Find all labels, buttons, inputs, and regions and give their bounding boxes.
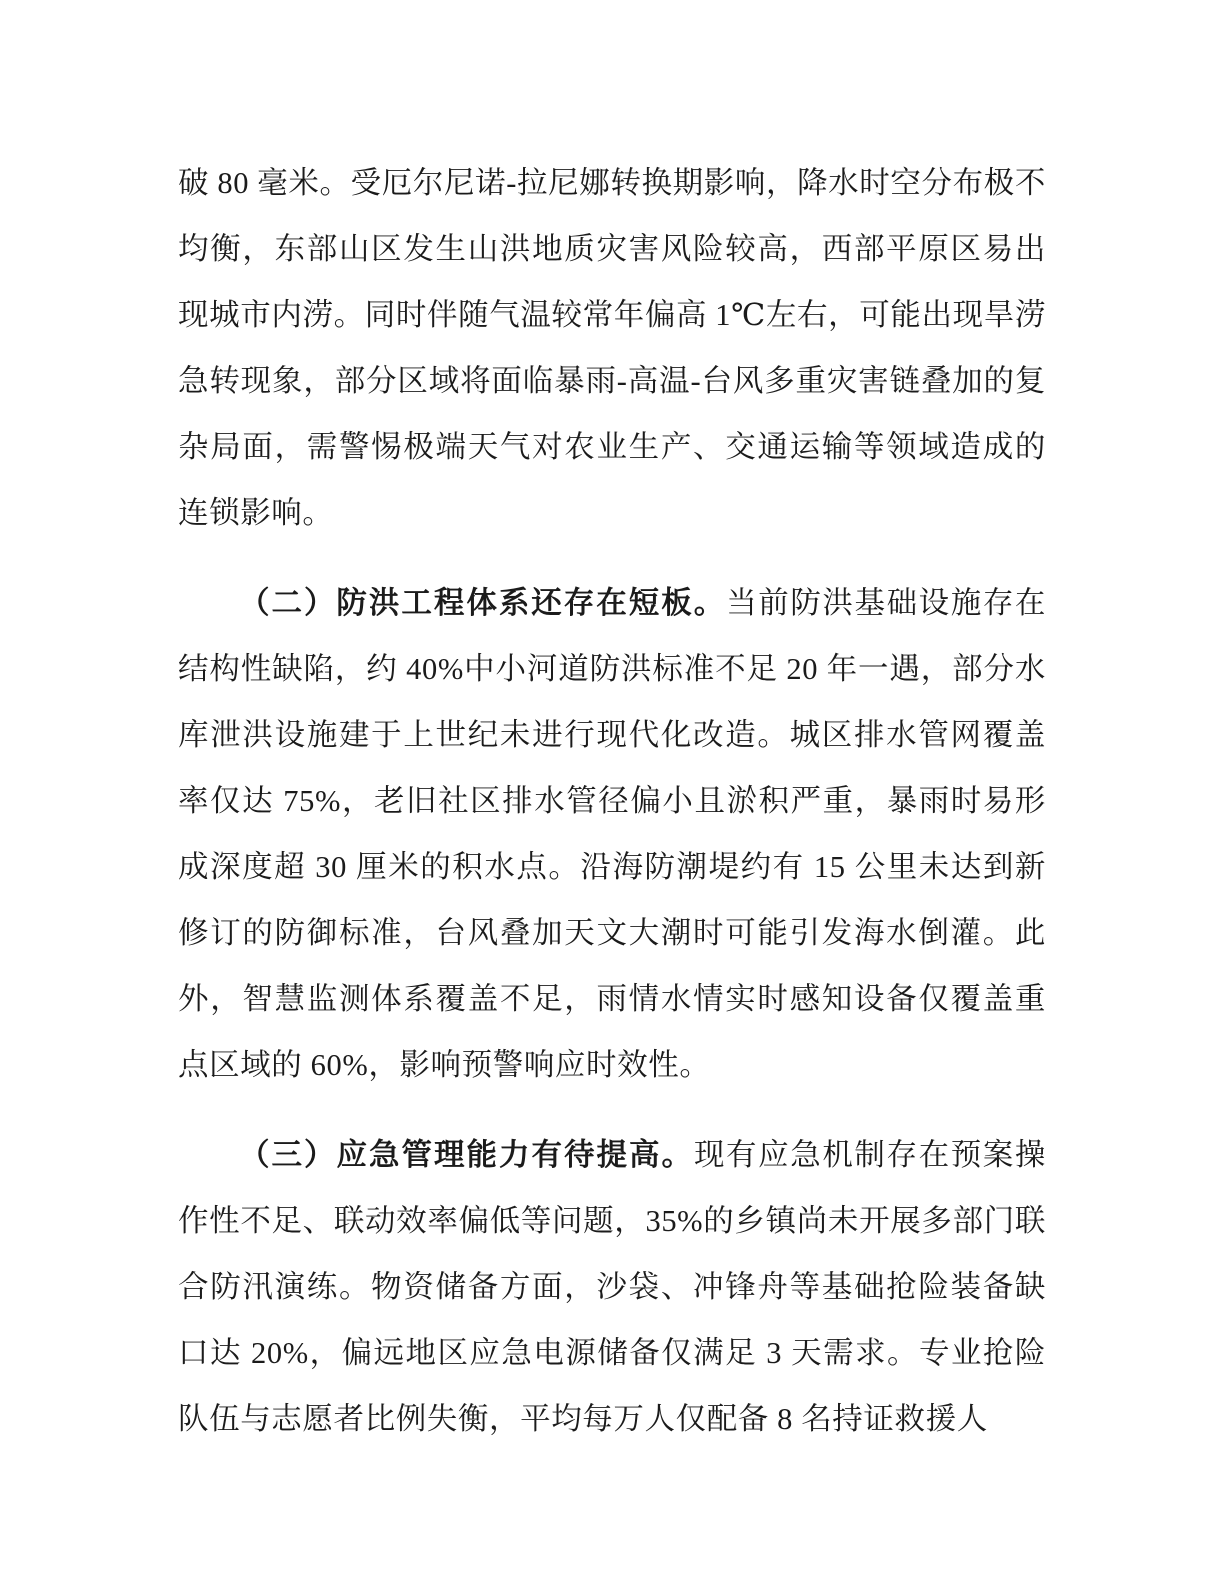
- section-heading-three: （三）应急管理能力有待提高。: [239, 1138, 694, 1172]
- paragraph-text: 当前防洪基础设施存在结构性缺陷，约 40%中小河道防洪标准不足 20 年一遇，部分水库泄洪设施建于上世纪未进行现代化改造。城区排水管网覆盖率仅达 75%，老旧社区排水管径偏小且淤积严重，暴雨时易形成深度超 30 厘米的积水点。沿海防潮堤约有 15 公里未达到新修订的防御标准，台风叠加天文大潮时可能引发海水倒灌。此外，智慧监测体系覆盖不足，雨情水情实时感知设备仅覆盖重点区域的 60%，影响预警响应时效性。: [178, 586, 1046, 1082]
- document-body: [178, 150, 1046, 1452]
- paragraph-section-two: [178, 570, 1046, 1098]
- section-heading-two: （二）防洪工程体系还存在短板。: [239, 586, 727, 620]
- paragraph-section-three: [178, 1122, 1046, 1452]
- paragraph-text: 现有应急机制存在预案操作性不足、联动效率偏低等问题，35%的乡镇尚未开展多部门联合防汛演练。物资储备方面，沙袋、冲锋舟等基础抢险装备缺口达 20%，偏远地区应急电源储备仅满足 3 天需求。专业抢险队伍与志愿者比例失衡，平均每万人仅配备 8 名持证救援人: [178, 1138, 1046, 1436]
- paragraph-text: 破 80 毫米。受厄尔尼诺-拉尼娜转换期影响，降水时空分布极不均衡，东部山区发生山洪地质灾害风险较高，西部平原区易出现城市内涝。同时伴随气温较常年偏高 1℃左右，可能出现旱涝急转现象，部分区域将面临暴雨-高温-台风多重灾害链叠加的复杂局面，需警惕极端天气对农业生产、交通运输等领域造成的连锁影响。: [178, 166, 1046, 530]
- paragraph-continued: [178, 150, 1046, 546]
